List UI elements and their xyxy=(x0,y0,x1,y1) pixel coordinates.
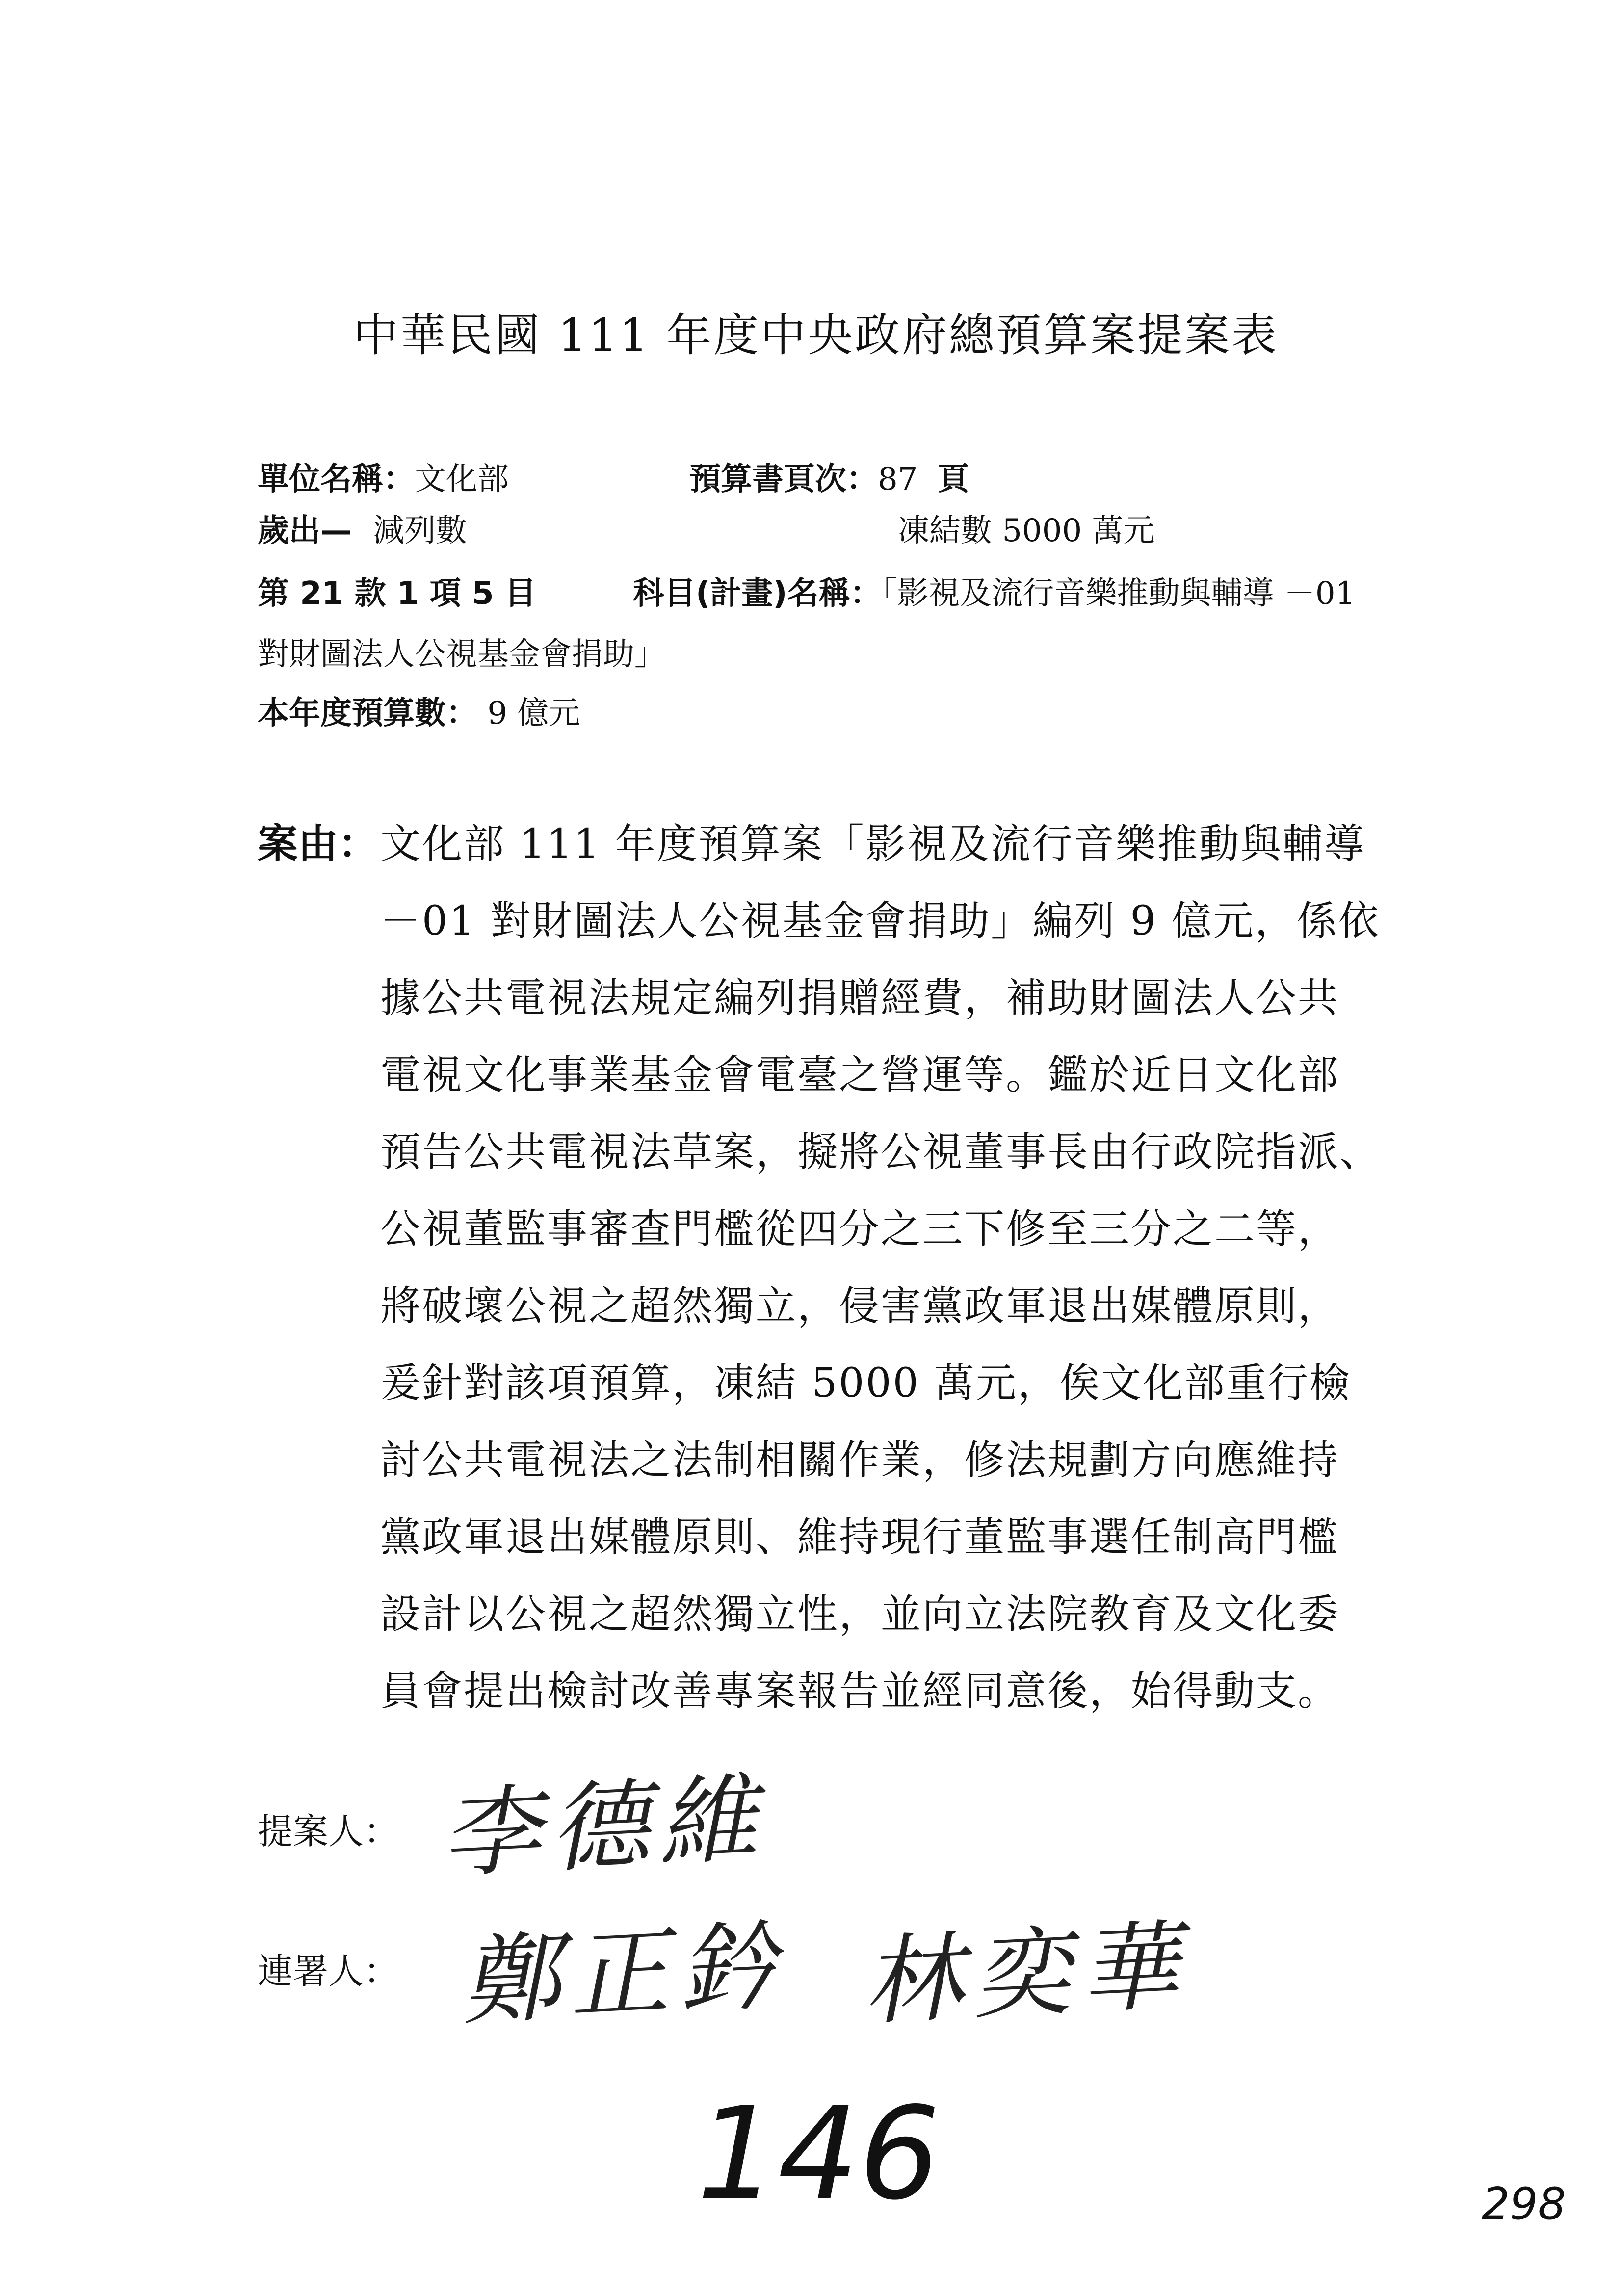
reason-line: －01 對財圖法人公視基金會捐助」編列 9 億元，係依 xyxy=(380,898,1380,944)
subject-line1: 「影視及流行音樂推動與輔導 －01 xyxy=(881,575,1356,612)
subject-label: 科目(計畫)名稱： xyxy=(633,575,882,612)
unit-row xyxy=(258,454,509,499)
reason-line: 討公共電視法之法制相關作業，修法規劃方向應維持 xyxy=(380,1437,1340,1484)
budget-label: 本年度預算數： xyxy=(258,695,477,731)
reason-line: 黨政軍退出媒體原則、維持現行董監事選任制高門檻 xyxy=(380,1514,1340,1561)
subject-row xyxy=(633,568,1355,613)
budget-value: 9 億元 xyxy=(487,695,580,731)
freeze-amount: 凍結數 5000 萬元 xyxy=(898,513,1155,549)
cosigner-signature-1: 鄭正鈐 xyxy=(458,1908,806,2039)
proposer-signature: 李德維 xyxy=(438,1761,786,1892)
cosigner-signature-2: 林奕華 xyxy=(860,1908,1208,2039)
reason-line: 員會提出檢討改善專案報告並經同意後，始得動支。 xyxy=(380,1668,1340,1715)
budget-row xyxy=(258,688,580,733)
expense-label: 歲出— xyxy=(258,513,352,549)
item-code: 第 21 款 1 項 5 目 xyxy=(258,575,536,612)
page-row xyxy=(689,454,969,499)
unit-label: 單位名稱： xyxy=(258,461,415,497)
unit-value: 文化部 xyxy=(415,461,509,497)
reason-line: 設計以公視之超然獨立性，並向立法院教育及文化委 xyxy=(380,1591,1340,1638)
subject-line2: 對財圖法人公視基金會捐助」 xyxy=(258,636,666,673)
handwritten-number: 146 xyxy=(697,2080,941,2228)
cosigner-label: 連署人： xyxy=(258,1951,399,1992)
reason-line: 預告公共電視法草案，擬將公視董事長由行政院指派、 xyxy=(380,1129,1382,1175)
reason-line: 據公共電視法規定編列捐贈經費，補助財圖法人公共 xyxy=(380,975,1340,1021)
proposer-label: 提案人： xyxy=(258,1811,399,1852)
reason-line: 公視董監事審查門檻從四分之三下修至三分之二等， xyxy=(380,1206,1340,1252)
reason-line: 將破壞公視之超然獨立，侵害黨政軍退出媒體原則， xyxy=(380,1283,1340,1330)
reason-label: 案由： xyxy=(258,821,379,867)
reason-line: 爰針對該項預算，凍結 5000 萬元，俟文化部重行檢 xyxy=(380,1360,1351,1407)
page-label: 預算書頁次： xyxy=(689,461,878,497)
reason-line: 文化部 111 年度預算案「影視及流行音樂推動與輔導 xyxy=(380,821,1366,867)
page-value: 87 xyxy=(878,461,918,497)
document-title: 中華民國 111 年度中央政府總預算案提案表 xyxy=(353,309,1279,362)
page-number: 298 xyxy=(1482,2178,1566,2230)
page-unit: 頁 xyxy=(938,461,969,497)
reduce-label: 減列數 xyxy=(373,513,467,549)
reason-line: 電視文化事業基金會電臺之營運等。鑑於近日文化部 xyxy=(380,1052,1340,1098)
